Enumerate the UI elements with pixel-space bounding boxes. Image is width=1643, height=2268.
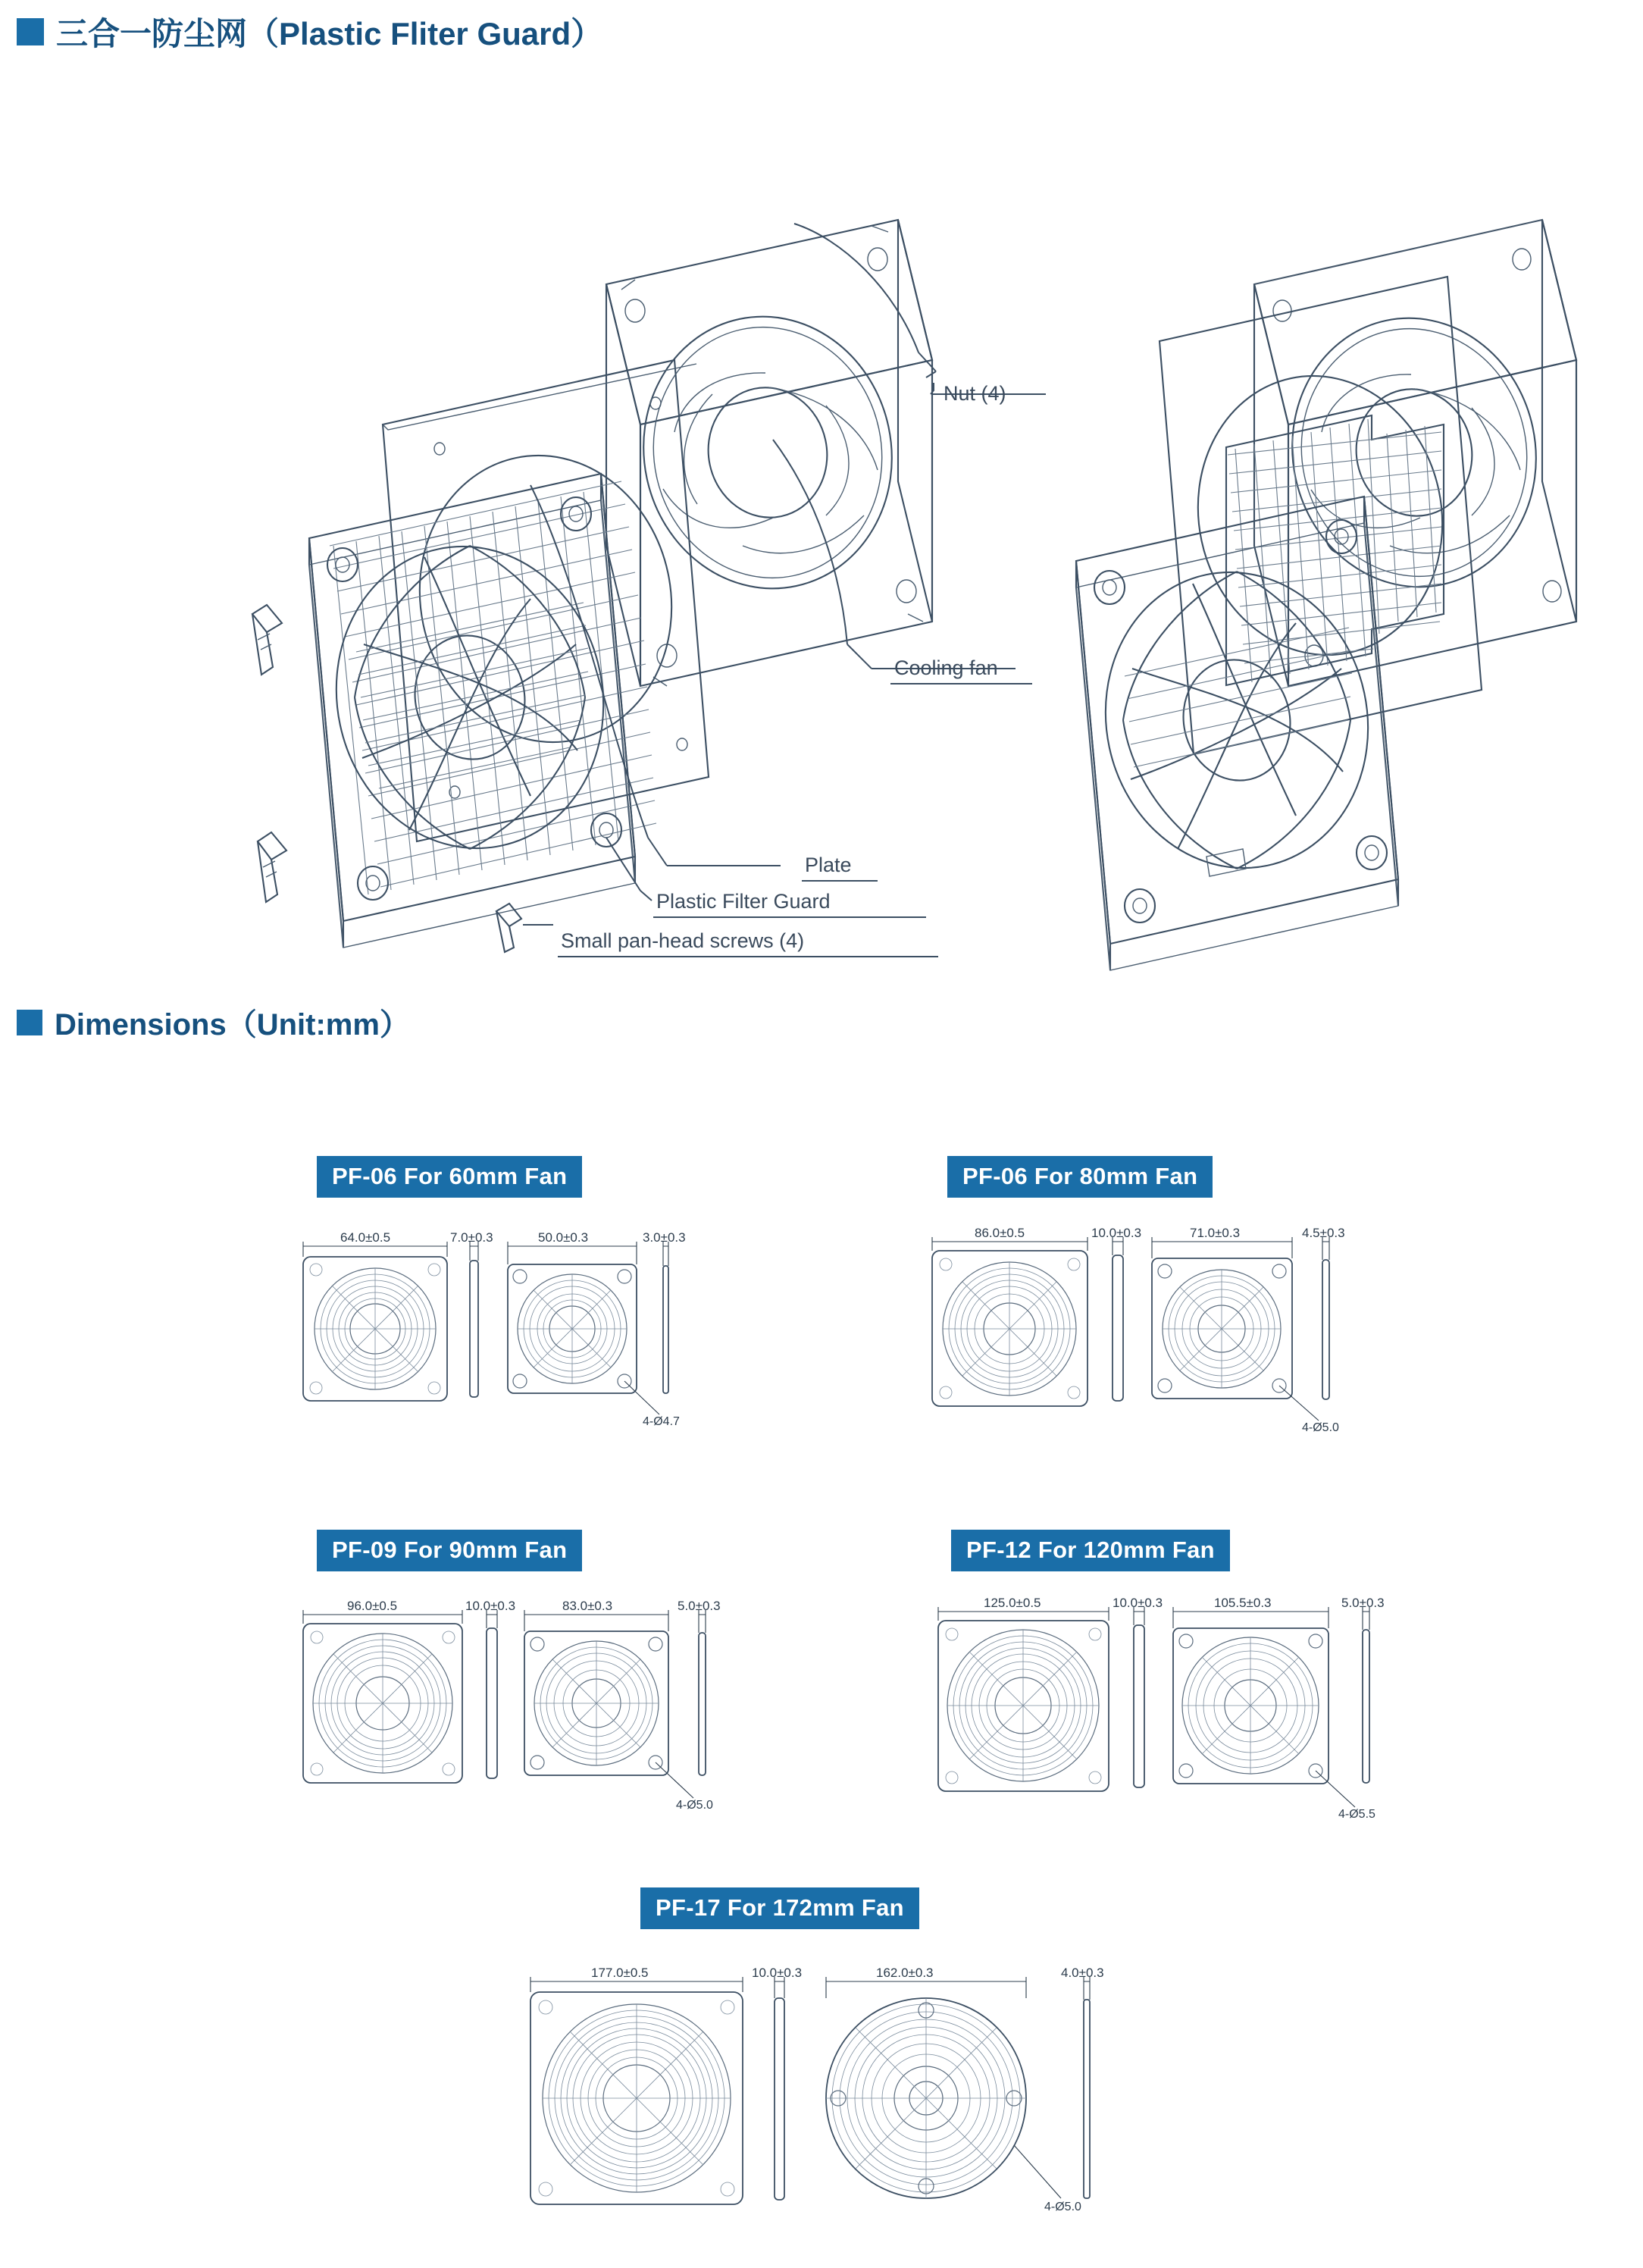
bullet-square-icon (17, 1010, 42, 1035)
svg-text:7.0±0.3: 7.0±0.3 (450, 1230, 493, 1245)
product-section-header (17, 9, 602, 55)
svg-text:Plastic Filter Guard: Plastic Filter Guard (656, 890, 831, 913)
callout-label-filter-guard (653, 890, 926, 917)
svg-text:105.5±0.3: 105.5±0.3 (1214, 1596, 1272, 1610)
callout-label-plate (802, 854, 878, 881)
dim-label-pf06-80: PF-06 For 80mm Fan (947, 1156, 1213, 1198)
svg-text:50.0±0.3: 50.0±0.3 (538, 1230, 589, 1245)
svg-text:4.0±0.3: 4.0±0.3 (1061, 1966, 1104, 1980)
bullet-square-icon (17, 18, 44, 45)
svg-text:Cooling fan: Cooling fan (894, 656, 998, 679)
svg-text:4-Ø4.7: 4-Ø4.7 (643, 1415, 680, 1428)
svg-text:10.0±0.3: 10.0±0.3 (465, 1599, 516, 1613)
svg-text:4-Ø5.5: 4-Ø5.5 (1338, 1808, 1375, 1821)
svg-text:Plate: Plate (805, 854, 852, 876)
svg-text:5.0±0.3: 5.0±0.3 (1341, 1596, 1385, 1610)
svg-text:10.0±0.3: 10.0±0.3 (1091, 1226, 1142, 1240)
svg-text:Small pan-head screws (4): Small pan-head screws (4) (561, 929, 805, 952)
callout-leaders (523, 224, 1046, 925)
page-title: 三合一防尘网（Plastic Fliter Guard） (56, 16, 603, 52)
svg-text:71.0±0.3: 71.0±0.3 (1190, 1226, 1241, 1240)
svg-text:10.0±0.3: 10.0±0.3 (752, 1966, 803, 1980)
svg-text:3.0±0.3: 3.0±0.3 (643, 1230, 686, 1245)
dim-drawing-pf17-172 (485, 1956, 1243, 2259)
screw-drawing-upper (252, 605, 282, 675)
svg-text:64.0±0.5: 64.0±0.5 (340, 1230, 391, 1245)
svg-text:86.0±0.5: 86.0±0.5 (975, 1226, 1025, 1240)
svg-text:4-Ø5.0: 4-Ø5.0 (676, 1799, 713, 1812)
dim-label-pf09-90: PF-09 For 90mm Fan (317, 1530, 582, 1571)
callout-label-cooling-fan (890, 656, 1032, 684)
svg-text:Nut (4): Nut (4) (944, 382, 1006, 405)
svg-text:96.0±0.5: 96.0±0.5 (347, 1599, 398, 1613)
svg-text:5.0±0.3: 5.0±0.3 (678, 1599, 721, 1613)
svg-text:162.0±0.3: 162.0±0.3 (876, 1966, 934, 1980)
svg-text:125.0±0.5: 125.0±0.5 (984, 1596, 1041, 1610)
dim-drawing-pf09-90 (280, 1592, 796, 1857)
svg-text:177.0±0.5: 177.0±0.5 (591, 1966, 649, 1980)
svg-text:10.0±0.3: 10.0±0.3 (1113, 1596, 1163, 1610)
screw-drawing-lower (258, 832, 286, 902)
svg-text:4-Ø5.0: 4-Ø5.0 (1302, 1421, 1339, 1434)
svg-text:4.5±0.3: 4.5±0.3 (1302, 1226, 1345, 1240)
svg-text:4-Ø5.0: 4-Ø5.0 (1044, 2201, 1081, 2213)
svg-text:83.0±0.3: 83.0±0.3 (562, 1599, 613, 1613)
dim-label-pf06-60: PF-06 For 60mm Fan (317, 1156, 582, 1198)
dim-drawing-pf06-80 (909, 1219, 1425, 1484)
dim-drawing-pf12-120 (917, 1592, 1447, 1857)
callout-label-screws (558, 929, 938, 957)
dim-drawing-pf06-60 (280, 1219, 781, 1484)
dim-label-pf12-120: PF-12 For 120mm Fan (951, 1530, 1230, 1571)
dimensions-title: Dimensions（Unit:mm） (55, 1008, 410, 1042)
dim-label-pf17-172: PF-17 For 172mm Fan (640, 1887, 919, 1929)
dimensions-section-header (17, 1001, 410, 1044)
plastic-filter-guard-drawing (308, 474, 656, 948)
assembled-stack-drawing (1076, 220, 1576, 970)
callout-label-nut (944, 382, 1006, 405)
exploded-drawing-svg (0, 91, 1643, 952)
exploded-assembly-diagram (0, 91, 1643, 952)
